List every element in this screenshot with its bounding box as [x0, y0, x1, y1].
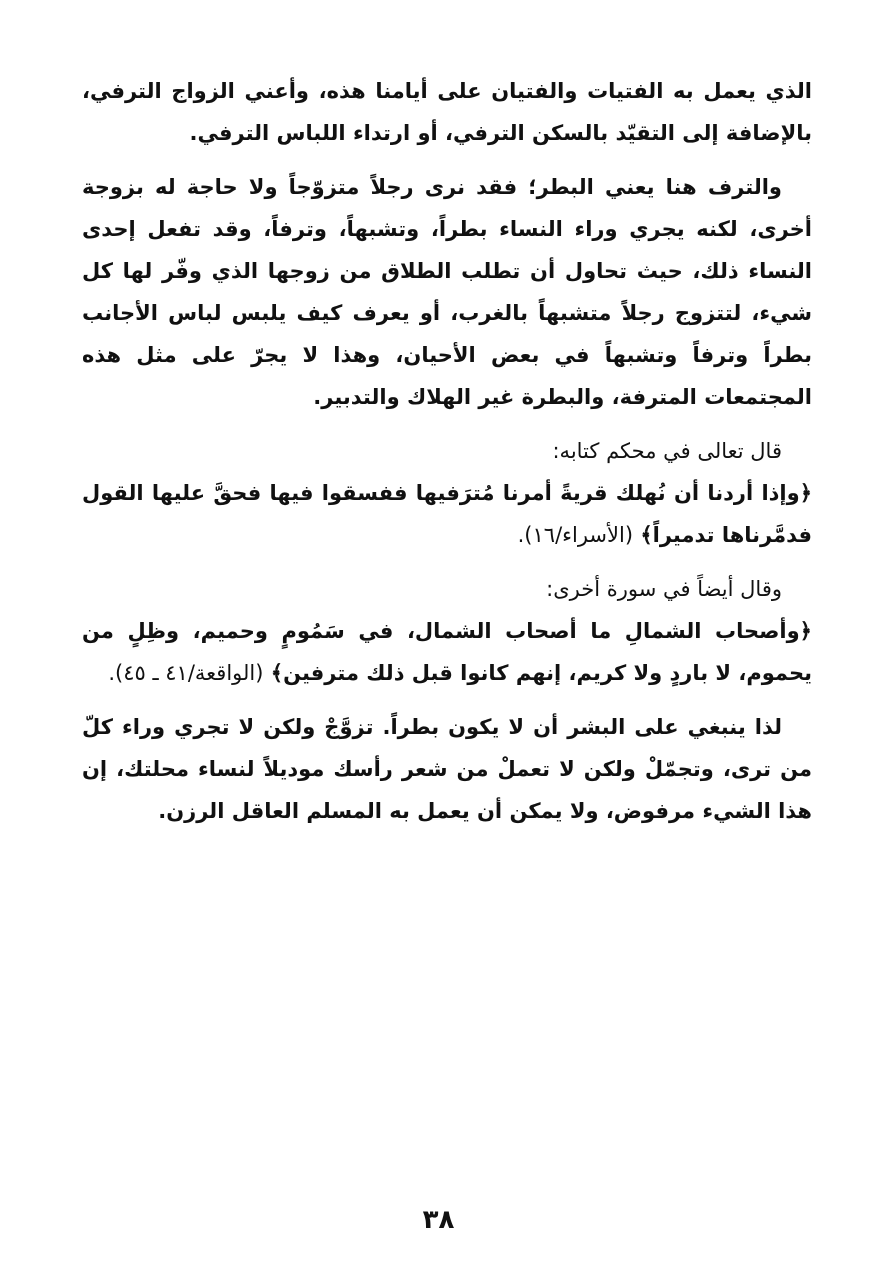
verse-intro-1: قال تعالى في محكم كتابه: [552, 439, 782, 463]
quran-verse-2-text: ﴿وأصحاب الشمالِ ما أصحاب الشمال، في سَمُومٍ وحميم، وظِلٍ من يحموم، لا باردٍ ولا كريم، إنهم كانوا قبل ذلك مترفين﴾ [82, 619, 812, 685]
verse-intro-2: وقال أيضاً في سورة أخرى: [546, 577, 782, 601]
quran-verse-2 [82, 610, 812, 694]
quran-verse-2-reference: (الواقعة/٤١ ـ ٤٥). [108, 661, 264, 685]
page-number: ٣٨ [422, 1205, 455, 1235]
paragraph-1: الذي يعمل به الفتيات والفتيان على أيامنا هذه، وأعني الزواج الترفي، بالإضافة إلى التقيّد بالسكن الترفي، أو ارتداء اللباس الترفي. [82, 79, 812, 145]
page-body [82, 70, 812, 844]
paragraph-3: لذا ينبغي على البشر أن لا يكون بطراً. تزوَّجْ ولكن لا تجري وراء كلّ من ترى، وتجمّلْ ولكن لا تعملْ من شعر رأسك موديلاً لنساء محلتك، إن هذا الشيء مرفوض، ولا يمكن أن يعمل به المسلم العاقل الرزن. [82, 715, 812, 823]
paragraph-2: والترف هنا يعني البطر؛ فقد نرى رجلاً متزوّجاً ولا حاجة له بزوجة أخرى، لكنه يجري وراء النساء بطراً، وتشبهاً، وترفاً، وقد تفعل إحدى النساء ذلك، حيث تحاول أن تطلب الطلاق من زوجها الذي وفّر لها كل شيء، لتتزوج رجلاً متشبهاً بالغرب، أو يعرف كيف يلبس لباس الأجانب بطراً وترفاً وتشبهاً في بعض الأحيان، وهذا لا يجرّ على مثل هذه المجتمعات المترفة، والبطرة غير الهلاك والتدبير. [82, 175, 812, 409]
quran-verse-1-reference: (الأسراء/١٦). [517, 523, 634, 547]
quran-verse-1-text: ﴿وإذا أردنا أن نُهلك قريةً أمرنا مُترَفيها ففسقوا فيها فحقَّ عليها القول فدمَّرناها تدميراً﴾ [82, 481, 812, 547]
quran-verse-1 [82, 472, 812, 556]
